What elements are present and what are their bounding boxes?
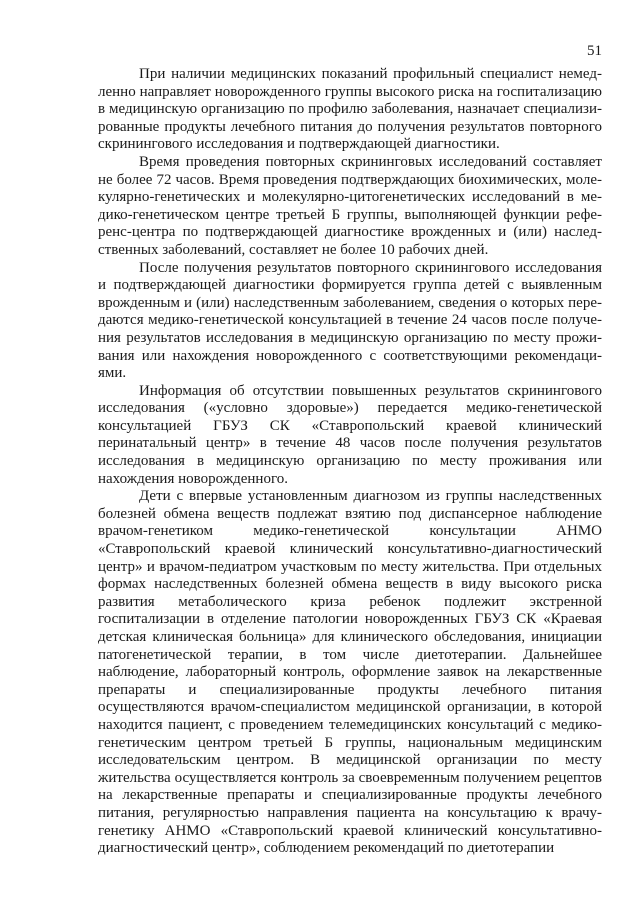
page-number: 51: [587, 43, 602, 59]
paragraph-5: Дети с впервые установленным диагнозом из группы наследственных болезней обмена веществ подлежат взятию под диспансерное наблюдение врачом-генетиком медико-генетической консультации АНМО «Ставропольский краевой клинический консультативно-диагностический центр» и врачом-педиатром участковым по месту жительства. При отдельных формах наследственных болезней обмена веществ в виду высокого риска развития метаболического криза ребенок подлежит экстренной госпитализации в отделение патологии новорожденных ГБУЗ СК «Краевая детская клиническая больница» для клинического обследования, инициации патогенетической терапии, в том числе диетотерапии. Дальнейшее наблюдение, лабораторный контроль, оформление заявок на лекарственные препараты и специализированные продукты лечебного питания осуществляются врачом-специалистом медицинской организации, в которой находится пациент, с проведением телемедицинских консультаций с медико-генетическим центром третьей Б группы, национальным медицинским исследовательским центром. В медицинской организации по месту жительства осуществляется контроль за своевременным получением рецептов на лекарственные препараты и специализированные продукты лечебного питания, регулярностью направления пациента на консультацию к врачу-генетику АНМО «Ставропольский краевой клинический консультативно-диагностический центр», соблюдением рекомендаций по диетотерапии: [98, 488, 602, 857]
paragraph-1: При наличии медицинских показаний профильный специалист немедленно направляет новорожденного группы высокого риска на госпитализацию в медицинскую организацию по профилю заболевания, назначает специализированные продукты лечебного питания до получения результатов повторного скринингового исследования и подтверждающей диагностики.: [98, 66, 602, 153]
paragraph-2: Время проведения повторных скрининговых исследований составляет не более 72 часов. Время проведения подтверждающих биохимических, молекулярно-генетических и молекулярно-цитогенетических исследований в медико-генетическом центре третьей Б группы, выполняющей функции референс-центра по подтверждающей диагностике врожденных и (или) наследственных заболеваний, составляет не более 10 рабочих дней.: [98, 153, 602, 258]
paragraph-3: После получения результатов повторного скринингового исследования и подтверждающей диагностики формируется группа детей с выявленным врожденным и (или) наследственным заболеванием, сведения о которых передаются медико-генетической консультацией в течение 24 часов после получения результатов исследования в медицинскую организацию по месту проживания или нахождения новорожденного с соответствующими рекомендациями.: [98, 259, 602, 382]
body-text: [98, 66, 602, 858]
paragraph-4: Информация об отсутствии повышенных результатов скринингового исследования («условно здоровые») передается медико-генетической консультацией ГБУЗ СК «Ставропольский краевой клинический перинатальный центр» в течение 48 часов после получения результатов исследования в медицинскую организацию по месту проживания или нахождения новорожденного.: [98, 382, 602, 487]
